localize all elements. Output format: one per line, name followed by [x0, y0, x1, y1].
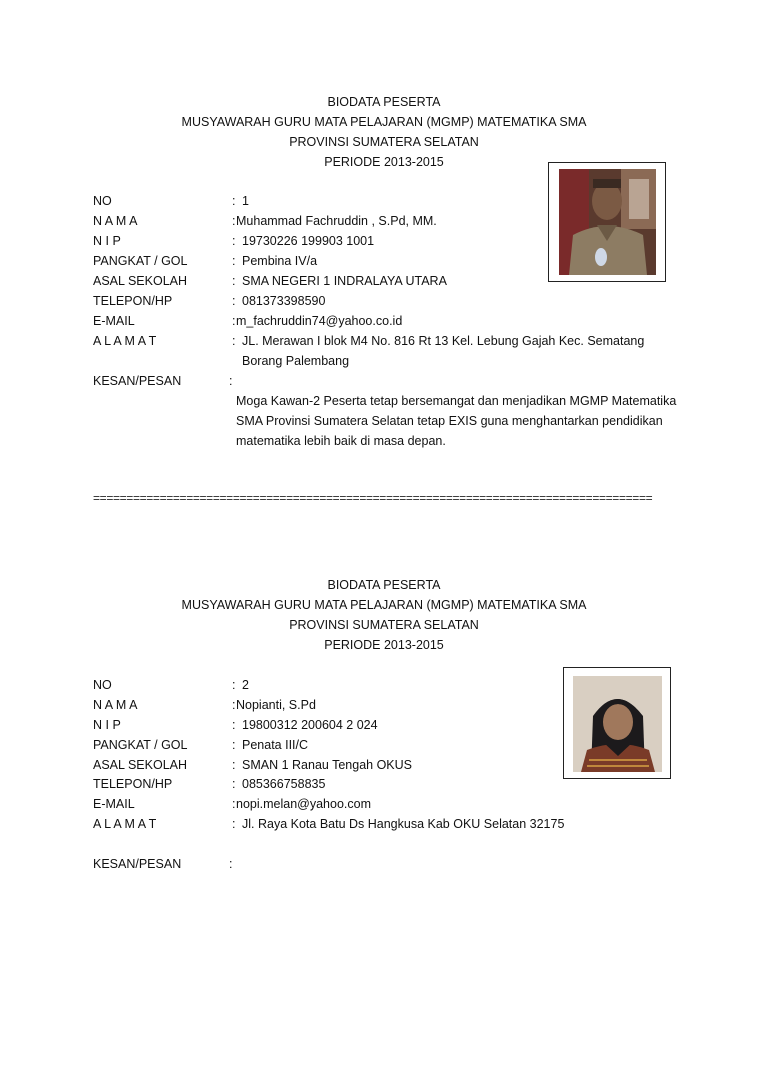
value-alamat-continued: Borang Palembang [242, 354, 350, 368]
label-alamat: A L A M A T [93, 817, 157, 831]
colon: : [232, 777, 236, 791]
label-telepon: TELEPON/HP [93, 294, 173, 308]
label-asal-sekolah: ASAL SEKOLAH [93, 758, 188, 772]
colon: : [232, 334, 236, 348]
field-alamat [93, 814, 693, 834]
colon: : [232, 294, 236, 308]
field-pangkat [93, 735, 693, 755]
value-pangkat: Pembina IV/a [242, 254, 318, 268]
field-nama [93, 695, 693, 715]
value-kesan-message: Moga Kawan-2 Peserta tetap bersemangat dan menjadikan MGMP Matematika SMA Provinsi Sumatera Selatan tetap EXIS guna menghantarkan pendidikan matematika lebih baik di masa depan. [236, 394, 677, 448]
colon: : [229, 374, 233, 388]
label-alamat: A L A M A T [93, 334, 157, 348]
label-email: E-MAIL [93, 314, 135, 328]
colon: : [232, 738, 236, 752]
colon: : [232, 234, 236, 248]
field-kesan [93, 371, 693, 391]
label-no: NO [93, 678, 112, 692]
entry-2-title: BIODATA PESERTA [327, 578, 441, 592]
value-asal-sekolah: SMAN 1 Ranau Tengah OKUS [242, 758, 413, 772]
label-kesan: KESAN/PESAN [93, 857, 182, 871]
colon: : [232, 194, 236, 208]
field-pangkat [93, 251, 693, 271]
field-asal-sekolah [93, 271, 693, 291]
value-pangkat: Penata III/C [242, 738, 309, 752]
value-no: 2 [242, 678, 249, 692]
entry-2-province: PROVINSI SUMATERA SELATAN [289, 618, 479, 632]
label-nip: N I P [93, 234, 121, 248]
field-telepon [93, 774, 693, 794]
entry-2-period: PERIODE 2013-2015 [324, 638, 444, 652]
label-telepon: TELEPON/HP [93, 777, 173, 791]
field-kesan [93, 854, 693, 874]
field-nip [93, 231, 693, 251]
value-email: nopi.melan@yahoo.com [236, 797, 371, 811]
label-nama: N A M A [93, 214, 138, 228]
entry-1-period: PERIODE 2013-2015 [324, 155, 444, 169]
label-nama: N A M A [93, 698, 138, 712]
value-nip: 19800312 200604 2 024 [242, 718, 378, 732]
value-nama: Nopianti, S.Pd [236, 698, 316, 712]
value-nama: Muhammad Fachruddin , S.Pd, MM. [236, 214, 437, 228]
value-telepon: 085366758835 [242, 777, 326, 791]
field-email [93, 311, 693, 331]
value-telepon: 081373398590 [242, 294, 326, 308]
value-alamat: JL. Merawan I blok M4 No. 816 Rt 13 Kel. Lebung Gajah Kec. Sematang [242, 334, 645, 348]
colon: : [229, 857, 233, 871]
field-asal-sekolah [93, 755, 693, 775]
colon: : [232, 254, 236, 268]
colon: : [232, 817, 236, 831]
colon: : [232, 797, 236, 811]
field-no [93, 191, 693, 211]
colon: : [232, 758, 236, 772]
colon: : [232, 678, 236, 692]
entry-2-forum-name: MUSYAWARAH GURU MATA PELAJARAN (MGMP) MATEMATIKA SMA [181, 598, 587, 612]
field-no [93, 675, 693, 695]
value-nip: 19730226 199903 1001 [242, 234, 375, 248]
field-alamat [93, 331, 693, 351]
label-no: NO [93, 194, 112, 208]
colon: : [232, 214, 236, 228]
label-pangkat: PANGKAT / GOL [93, 254, 188, 268]
value-alamat: Jl. Raya Kota Batu Ds Hangkusa Kab OKU Selatan 32175 [242, 817, 565, 831]
entry-1-forum-name: MUSYAWARAH GURU MATA PELAJARAN (MGMP) MATEMATIKA SMA [181, 115, 587, 129]
entry-1-title: BIODATA PESERTA [327, 95, 441, 109]
colon: : [232, 718, 236, 732]
label-email: E-MAIL [93, 797, 135, 811]
field-email [93, 794, 693, 814]
colon: : [232, 314, 236, 328]
separator-line: ==================================================================================== [93, 491, 653, 505]
label-asal-sekolah: ASAL SEKOLAH [93, 274, 188, 288]
field-telepon [93, 291, 693, 311]
value-no: 1 [242, 194, 249, 208]
colon: : [232, 698, 236, 712]
label-pangkat: PANGKAT / GOL [93, 738, 188, 752]
label-nip: N I P [93, 718, 121, 732]
field-nama [93, 211, 693, 231]
label-kesan: KESAN/PESAN [93, 374, 182, 388]
entry-1-province: PROVINSI SUMATERA SELATAN [289, 135, 479, 149]
colon: : [232, 274, 236, 288]
value-asal-sekolah: SMA NEGERI 1 INDRALAYA UTARA [242, 274, 447, 288]
field-nip [93, 715, 693, 735]
value-email: m_fachruddin74@yahoo.co.id [236, 314, 403, 328]
